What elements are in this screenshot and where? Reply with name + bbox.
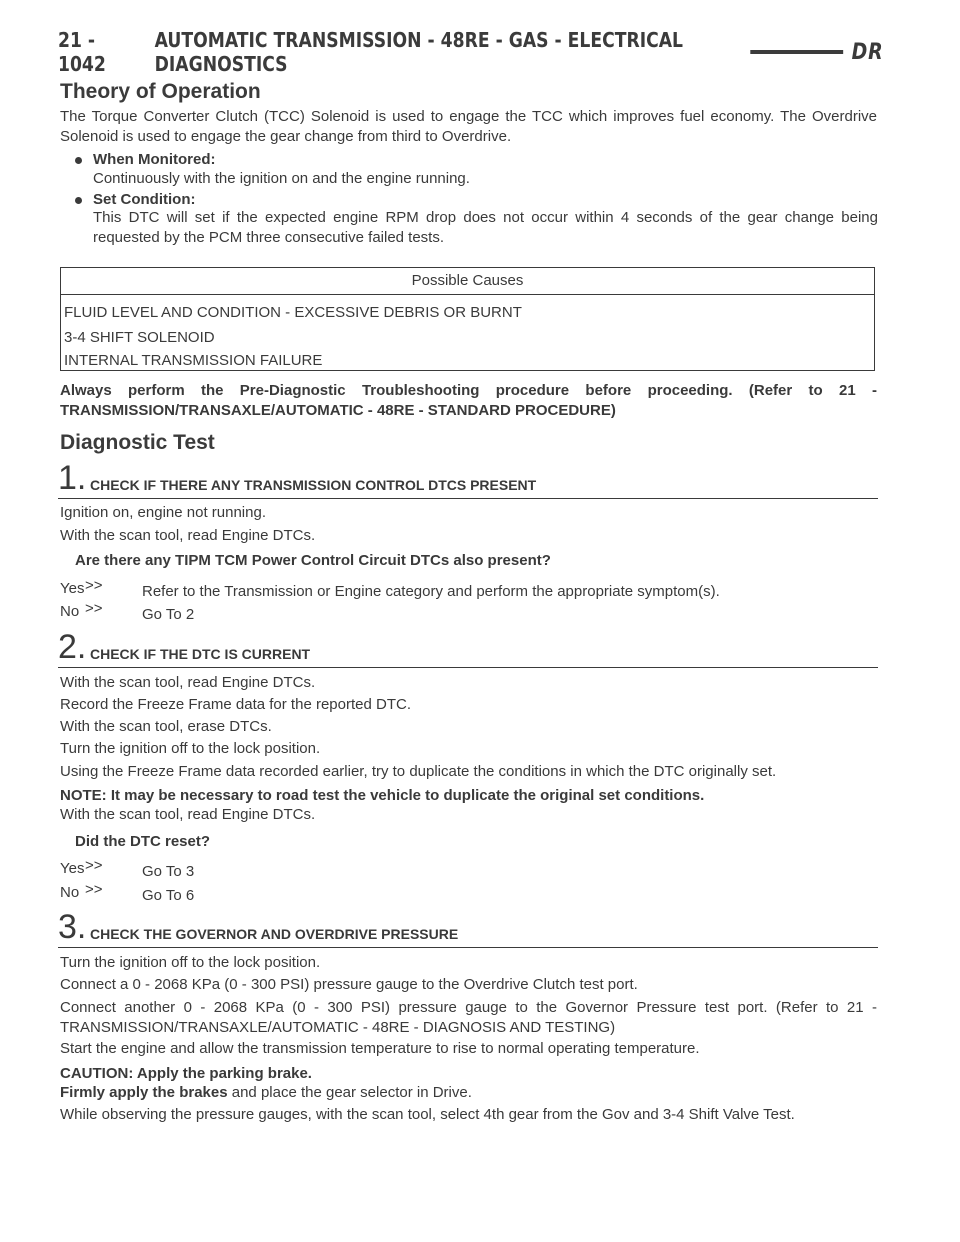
answer-value: Refer to the Transmission or Engine category and perform the appropriate symptom(s). — [142, 583, 720, 600]
step-line: Connect a 0 - 2068 KPa (0 - 300 PSI) pressure gauge to the Overdrive Clutch test port. — [60, 976, 638, 993]
table-row: 3-4 SHIFT SOLENOID — [64, 329, 215, 346]
answer-value: Go To 3 — [142, 863, 195, 880]
step-title: CHECK THE GOVERNOR AND OVERDRIVE PRESSURE — [90, 926, 459, 942]
table-row: FLUID LEVEL AND CONDITION - EXCESSIVE DEBRIS OR BURNT — [64, 304, 522, 321]
step-number: 1. — [58, 459, 87, 497]
answer-key: No — [60, 603, 80, 620]
answer-key: Yes — [60, 580, 85, 597]
table-row: INTERNAL TRANSMISSION FAILURE — [64, 352, 323, 369]
step-line: Turn the ignition off to the lock position. — [60, 740, 321, 757]
step-number: 3. — [58, 908, 87, 946]
page-number: 21 - 1042 — [58, 28, 106, 76]
firmly-rest: and place the gear selector in Drive. — [231, 1084, 472, 1101]
step-line: Ignition on, engine not running. — [60, 504, 266, 521]
step-line: Start the engine and allow the transmission temperature to rise to normal operating temperature. — [60, 1040, 700, 1057]
table-header: Possible Causes — [411, 272, 524, 289]
answer-value: Go To 2 — [142, 606, 195, 623]
arrow-icon: >> — [85, 600, 103, 617]
arrow-icon: >> — [85, 577, 103, 594]
bullet-text: Continuously with the ignition on and the engine running. — [93, 170, 470, 187]
page-title: AUTOMATIC TRANSMISSION - 48RE - GAS - ELECTRICAL DIAGNOSTICS — [154, 28, 683, 76]
step-title: CHECK IF THERE ANY TRANSMISSION CONTROL DTCS PRESENT — [90, 477, 537, 493]
step-line-firmly — [60, 1083, 877, 1103]
step-question: Did the DTC reset? — [75, 833, 211, 850]
step-line: Turn the ignition off to the lock position. — [60, 954, 321, 971]
bullet-dot-icon — [75, 157, 82, 164]
step-line: With the scan tool, erase DTCs. — [60, 718, 272, 735]
bullet-title: Set Condition: — [93, 191, 196, 208]
theory-paragraph: The Torque Converter Clutch (TCC) Solenoid is used to engage the TCC which improves fuel economy. The Overdrive Solenoid is used to engage the gear change from third to Overdrive. — [60, 108, 877, 145]
step-line: Using the Freeze Frame data recorded earlier, try to duplicate the conditions in which the DTC originally set. — [60, 763, 777, 780]
diagnostic-heading: Diagnostic Test — [60, 431, 215, 454]
step-line: With the scan tool, read Engine DTCs. — [60, 674, 316, 691]
step-question: Are there any TIPM TCM Power Control Circuit DTCs also present? — [75, 552, 551, 569]
answer-key: Yes — [60, 860, 85, 877]
arrow-icon: >> — [85, 857, 103, 874]
pre-diagnostic-notice: Always perform the Pre-Diagnostic Troubleshooting procedure before proceeding. (Refer to 21 - TRANSMISSION/TRANSAXLE/AUTOMATIC - 48RE - STANDARD PROCEDURE) — [60, 382, 877, 419]
step-line: With the scan tool, read Engine DTCs. — [60, 806, 316, 823]
bullet-text: This DTC will set if the expected engine RPM drop does not occur within 4 seconds of the gear change being requested by the PCM three consecutive failed tests. — [93, 209, 878, 246]
possible-causes-table — [60, 267, 875, 371]
bullet-title: When Monitored: — [93, 151, 216, 168]
arrow-icon: >> — [85, 881, 103, 898]
step-line: Record the Freeze Frame data for the reported DTC. — [60, 696, 411, 713]
step-2-header — [58, 628, 878, 668]
model-logo: DR — [851, 39, 884, 65]
answer-value: Go To 6 — [142, 887, 195, 904]
caution-note: CAUTION: Apply the parking brake. — [60, 1065, 312, 1082]
theory-heading: Theory of Operation — [60, 80, 261, 103]
step-line: With the scan tool, read Engine DTCs. — [60, 527, 316, 544]
step-3-header — [58, 908, 878, 948]
step-line: Connect another 0 - 2068 KPa (0 - 300 PSI) pressure gauge to the Governor Pressure test port. (Refer to 21 - TRANSMISSION/TRANSAXLE/AUTOMATIC - 48RE - DIAGNOSIS AND TESTING) — [60, 999, 877, 1036]
table-divider — [61, 294, 874, 295]
firmly-bold: Firmly apply the brakes — [60, 1084, 228, 1101]
step-line: While observing the pressure gauges, with the scan tool, select 4th gear from the Gov and 3-4 Shift Valve Test. — [60, 1106, 795, 1123]
step-number: 2. — [58, 628, 87, 666]
step-note: NOTE: It may be necessary to road test the vehicle to duplicate the original set conditions. — [60, 787, 705, 804]
answer-key: No — [60, 884, 80, 901]
page-header — [58, 28, 884, 76]
header-rule — [750, 50, 843, 54]
step-title: CHECK IF THE DTC IS CURRENT — [90, 646, 311, 662]
bullet-dot-icon — [75, 197, 82, 204]
step-1-header — [58, 459, 878, 499]
